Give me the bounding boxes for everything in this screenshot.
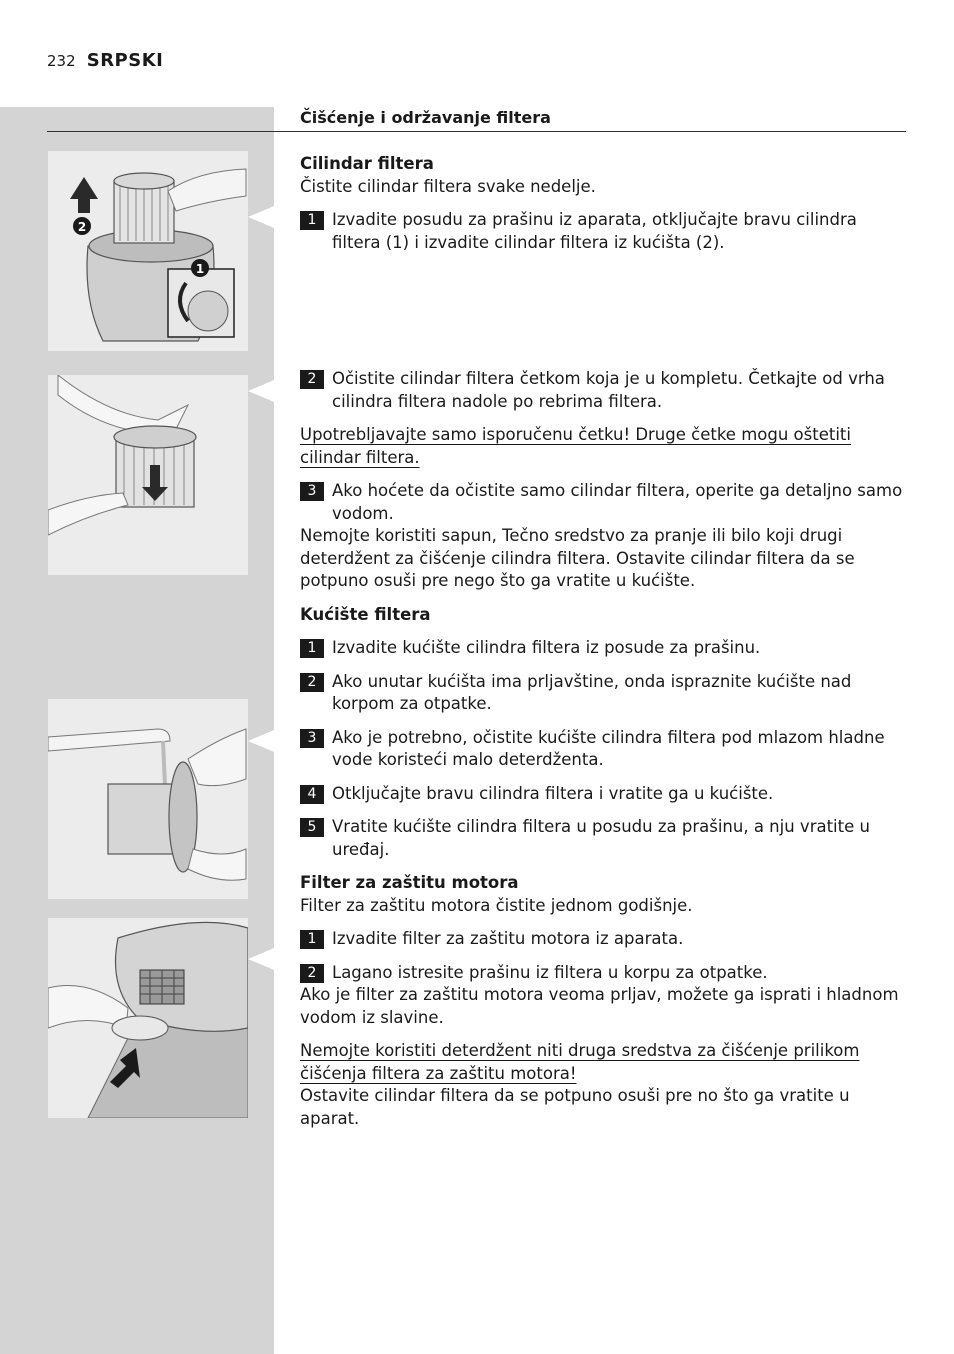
dust-container-illustration bbox=[48, 151, 248, 351]
motor-note: Ako je filter za zaštitu motora veoma prljav, možete ga isprati i hladnom vodom iz slavine. bbox=[300, 985, 899, 1027]
step-text: Lagano istresite prašinu iz filtera u korpu za otpatke. bbox=[332, 962, 768, 982]
step-text: Vratite kućište cilindra filtera u posudu za prašinu, a nju vratite u uređaj. bbox=[332, 817, 870, 859]
step-number: 1 bbox=[300, 930, 324, 949]
warning-brush bbox=[300, 424, 906, 469]
svg-text:1: 1 bbox=[195, 262, 205, 276]
step-text: Izvadite kućište cilindra filtera iz posude za prašinu. bbox=[332, 638, 761, 657]
motor-filter-illustration bbox=[48, 918, 248, 1118]
subheading-motor-filter: Filter za zaštitu motora bbox=[300, 873, 519, 892]
warning-text: Upotrebljavajte samo isporučenu četku! Druge četke mogu oštetiti cilindar filtera. bbox=[300, 425, 851, 467]
subheading-housing: Kućište filtera bbox=[300, 604, 431, 624]
step-text: Izvadite posudu za prašinu iz aparata, otključajte bravu cilindra filtera (1) i izvadite cilindar filtera iz kućišta (2). bbox=[332, 210, 857, 252]
final-note: Ostavite cilindar filtera da se potpuno osuši pre no što ga vratite u aparat. bbox=[300, 1086, 850, 1128]
page-header bbox=[47, 50, 163, 71]
section-title: Čišćenje i održavanje filtera bbox=[300, 108, 551, 127]
step-text: Izvadite filter za zaštitu motora iz aparata. bbox=[332, 929, 684, 948]
step-number: 2 bbox=[300, 964, 324, 983]
step-text: Otključajte bravu cilindra filtera i vratite ga u kućište. bbox=[332, 783, 774, 803]
illustration-brush-cylinder bbox=[48, 375, 248, 575]
motor-intro: Filter za zaštitu motora čistite jednom godišnje. bbox=[300, 895, 693, 915]
pointer-notch bbox=[248, 948, 274, 970]
housing-step-5 bbox=[300, 816, 906, 861]
svg-text:2: 2 bbox=[77, 220, 87, 234]
cylinder-step-3 bbox=[300, 480, 906, 525]
subheading-cylinder: Cilindar filtera bbox=[300, 154, 434, 173]
pointer-notch bbox=[248, 206, 274, 228]
housing-step-2 bbox=[300, 671, 906, 716]
step-number: 3 bbox=[300, 729, 324, 748]
warning-detergent bbox=[300, 1040, 906, 1085]
step-text: Ako je potrebno, očistite kućište cilindra filtera pod mlazom hladne vode koristeći malo deterdženta. bbox=[332, 727, 885, 769]
cylinder-intro: Čistite cilindar filtera svake nedelje. bbox=[300, 176, 596, 196]
pointer-notch bbox=[248, 380, 274, 402]
housing-step-1 bbox=[300, 637, 906, 660]
cylinder-step-1 bbox=[300, 209, 906, 254]
title-rule bbox=[47, 131, 906, 132]
illustration-rinse-housing bbox=[48, 699, 248, 899]
language-label: SRPSKI bbox=[86, 50, 164, 71]
step-text: Ako unutar kućišta ima prljavštine, onda ispraznite kućište nad korpom za otpatke. bbox=[332, 671, 852, 713]
step-text: Očistite cilindar filtera četkom koja je u kompletu. Četkajte od vrha cilindra filtera nadole po rebrima filtera. bbox=[332, 369, 885, 411]
step-number: 2 bbox=[300, 673, 324, 692]
step-number: 1 bbox=[300, 639, 324, 658]
housing-step-3 bbox=[300, 727, 906, 772]
illustration-remove-cylinder bbox=[48, 151, 248, 351]
rinse-housing-illustration bbox=[48, 699, 248, 899]
step-number: 3 bbox=[300, 482, 324, 501]
motor-step-2 bbox=[300, 962, 906, 985]
motor-step-1 bbox=[300, 928, 906, 951]
housing-step-4 bbox=[300, 783, 906, 806]
brush-filter-illustration bbox=[48, 375, 248, 575]
warning-text: Nemojte koristiti deterdžent niti druga sredstva za čišćenje prilikom čišćenja filtera za zaštitu motora! bbox=[300, 1041, 860, 1083]
page-number: 232 bbox=[47, 52, 76, 70]
step-text: Ako hoćete da očistite samo cilindar filtera, operite ga detaljno samo vodom. bbox=[332, 481, 903, 523]
step-number: 1 bbox=[300, 211, 324, 230]
step-number: 5 bbox=[300, 818, 324, 837]
pointer-notch bbox=[248, 730, 274, 752]
step-number: 2 bbox=[300, 370, 324, 389]
content-column bbox=[300, 153, 906, 1130]
soap-note: Nemojte koristiti sapun, Tečno sredstvo za pranje ili bilo koji drugi deterdžent za čišćenje cilindra filtera. Ostavite cilindar filtera da se potpuno osuši pre nego što ga vratite u kućište. bbox=[300, 526, 855, 590]
step-number: 4 bbox=[300, 785, 324, 804]
cylinder-step-2 bbox=[300, 368, 906, 413]
illustration-motor-filter bbox=[48, 918, 248, 1118]
